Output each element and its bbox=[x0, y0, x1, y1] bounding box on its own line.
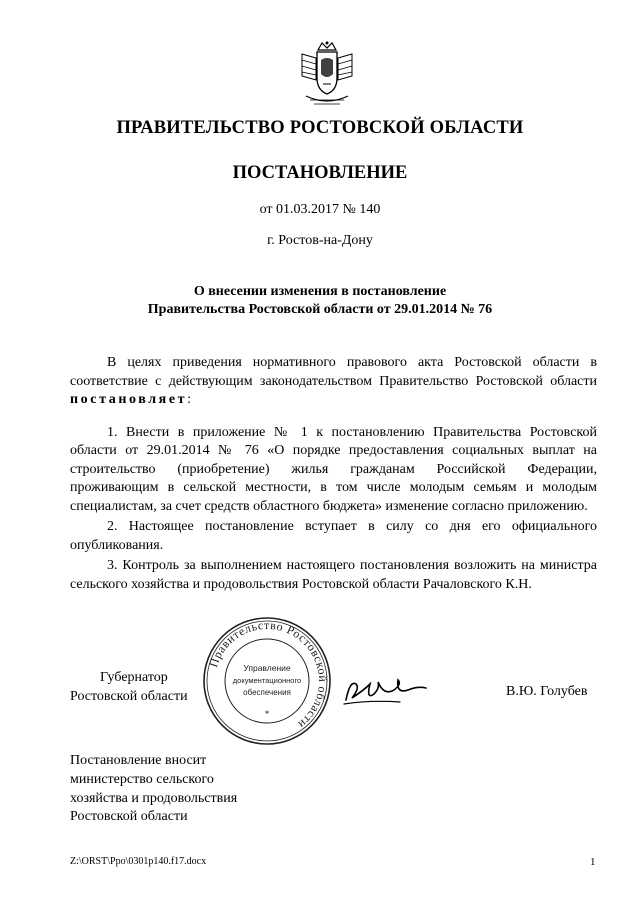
document-city: г. Ростов-на-Дону bbox=[267, 233, 373, 248]
item-3-paragraph: 3. Контроль за выполнением настоящего постановления возложить на министра сельского хозяйства и продовольствия Ростовской области Рачаловского К.Н. bbox=[70, 558, 597, 592]
document-body bbox=[70, 354, 597, 596]
coat-of-arms-emblem bbox=[296, 40, 358, 110]
signatory-name: В.Ю. Голубев bbox=[506, 684, 588, 699]
preamble-paragraph bbox=[70, 354, 597, 410]
handwritten-signature bbox=[340, 670, 430, 714]
introduced-by-line-1: Постановление вносит bbox=[70, 753, 207, 768]
item-2-paragraph: 2. Настоящее постановление вступает в силу со дня его официального опубликования. bbox=[70, 519, 597, 553]
introduced-by-block bbox=[70, 752, 237, 827]
footer-file-path: Z:\ORST\Ppo\0301p140.f17.docx bbox=[70, 856, 207, 867]
document-subject bbox=[0, 283, 640, 319]
official-seal-stamp bbox=[201, 615, 333, 747]
signatory-title-line-1: Губернатор bbox=[100, 670, 168, 685]
document-type: ПОСТАНОВЛЕНИЕ bbox=[232, 163, 408, 183]
seal-center-line-2: документационного bbox=[232, 676, 302, 685]
svg-text:*: * bbox=[264, 709, 270, 719]
decree-keyword: постановляет bbox=[70, 392, 188, 407]
introduced-by-line-2: министерство сельского bbox=[70, 771, 214, 787]
seal-ring-text: Правительство Ростовской области bbox=[206, 617, 331, 733]
introduced-by-line-4: Ростовской области bbox=[70, 809, 188, 825]
organization-title: ПРАВИТЕЛЬСТВО РОСТОВСКОЙ ОБЛАСТИ bbox=[116, 118, 524, 138]
preamble-colon: : bbox=[187, 392, 192, 407]
item-1-paragraph: 1. Внести в приложение № 1 к постановлению Правительства Ростовской области от 29.01.2014 № 76 «О порядке предоставления социальных выплат на строительство (приобретение) жилья гражданам Российской Федерации, проживающим в сельской местности, в том числе молодым семьям и молодым специалистам, за счет средств областного бюджета» изменение согласно приложению. bbox=[70, 424, 597, 514]
signatory-title-line-2: Ростовской области bbox=[70, 689, 188, 704]
signatory-title bbox=[70, 668, 188, 706]
seal-center-line-3: обеспечения bbox=[243, 688, 291, 697]
subject-line-2: Правительства Ростовской области от 29.01.2014 № 76 bbox=[147, 302, 493, 317]
page-number: 1 bbox=[590, 856, 596, 868]
preamble-text: В целях приведения нормативного правового акта Ростовской области в соответствие с действующим законодательством Правительство Ростовской области bbox=[70, 355, 597, 389]
seal-center-line-1: Управление bbox=[243, 663, 291, 673]
document-date-number: от 01.03.2017 № 140 bbox=[259, 202, 381, 217]
subject-line-1: О внесении изменения в постановление bbox=[193, 284, 447, 299]
introduced-by-line-3: хозяйства и продовольствия bbox=[70, 790, 238, 806]
